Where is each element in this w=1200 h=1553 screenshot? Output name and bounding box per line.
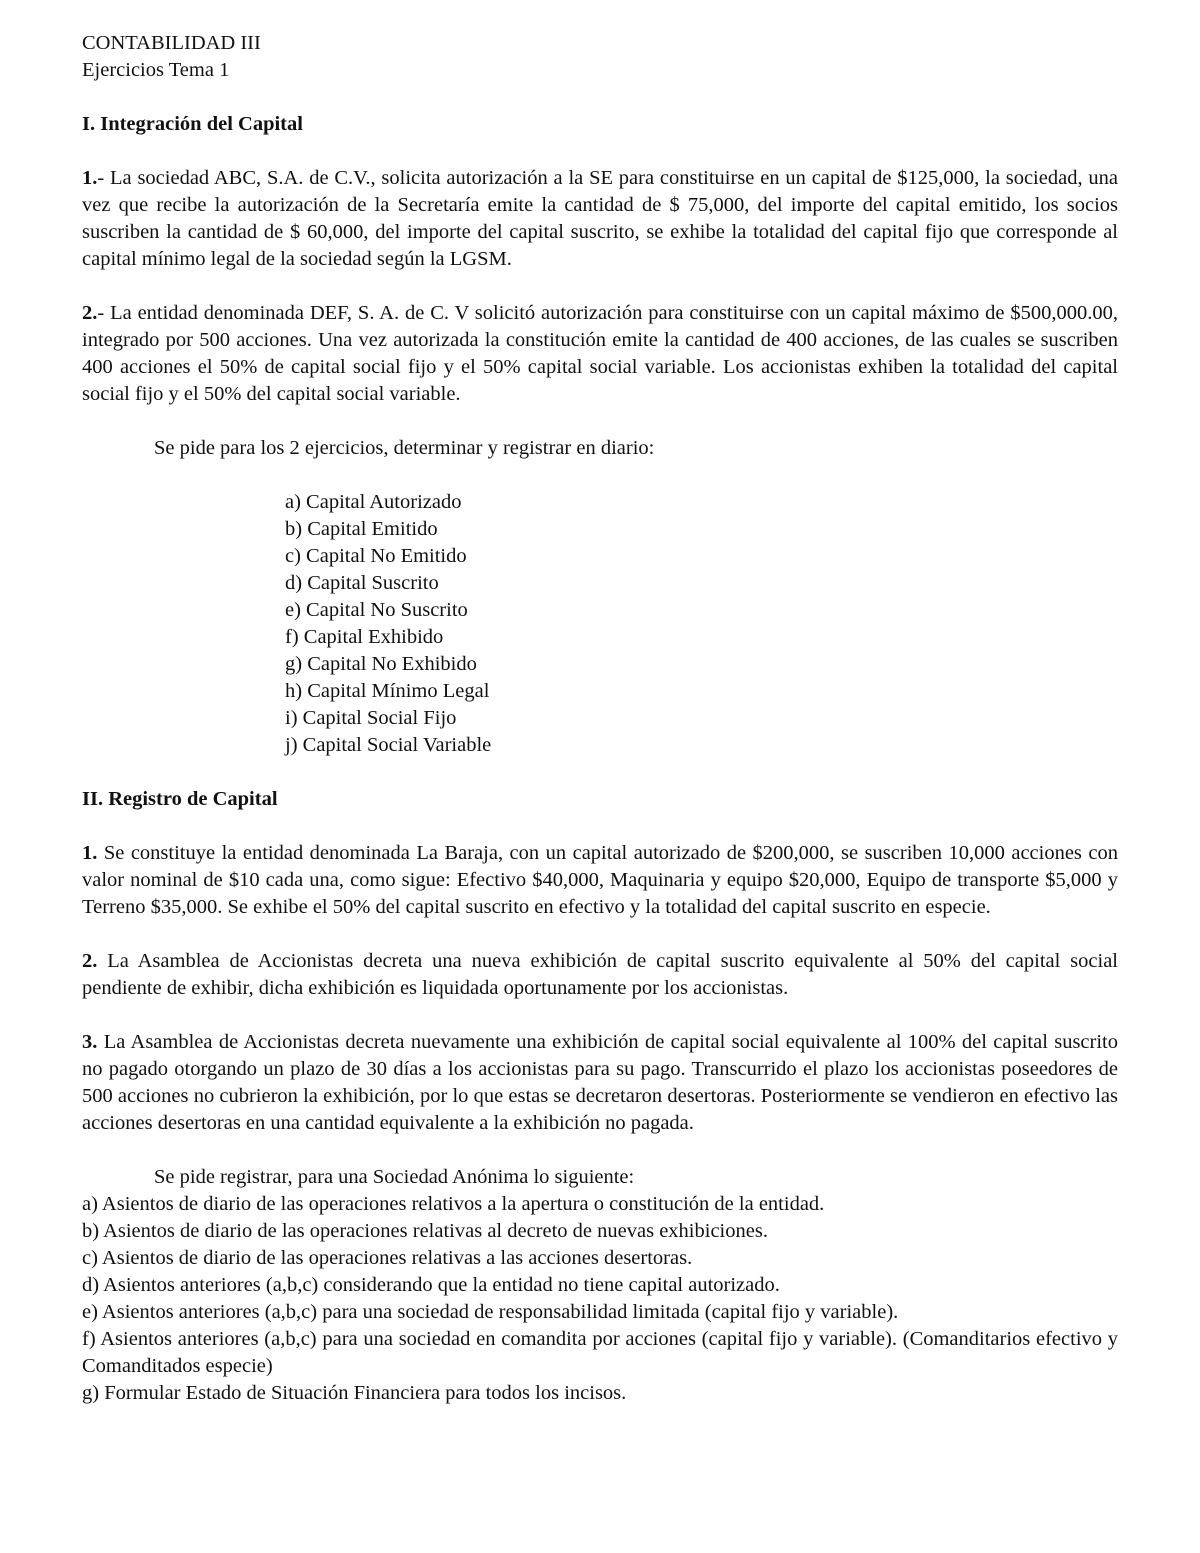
document-page — [82, 30, 1118, 1407]
spacer — [82, 921, 1118, 948]
list-item: c) Asientos de diario de las operaciones relativas a las acciones desertoras. — [82, 1247, 693, 1269]
list-item: h) Capital Mínimo Legal — [285, 680, 490, 702]
spacer — [82, 1137, 1118, 1164]
section-1-instruction: Se pide para los 2 ejercicios, determinar y registrar en diario: — [154, 437, 655, 459]
section-2-heading: II. Registro de Capital — [82, 788, 278, 810]
list-item: d) Capital Suscrito — [285, 572, 439, 594]
section-1-exercise-1 — [82, 165, 1118, 273]
spacer — [82, 408, 1118, 435]
tasks-list — [82, 1191, 1118, 1407]
exercise-text: La Asamblea de Accionistas decreta nuevamente una exhibición de capital social equivalente al 100% del capital suscrito no pagado otorgando un plazo de 30 días a los accionistas para su pago. Transcurrido el plazo los accionistas poseedores de 500 acciones no cubrieron la exhibición, por lo que estas se decretaron desertoras. Posteriormente se vendieron en efectivo las acciones desertoras en una cantidad equivalente a la exhibición no pagada. — [82, 1031, 1118, 1134]
list-item: f) Asientos anteriores (a,b,c) para una sociedad en comandita por acciones (capital fijo y variable). (Comanditarios efectivo y Comanditados especie) — [82, 1328, 1118, 1377]
spacer — [82, 462, 1118, 489]
list-item: f) Capital Exhibido — [285, 626, 444, 648]
list-item: i) Capital Social Fijo — [285, 707, 457, 729]
exercise-number: 2. — [82, 950, 98, 972]
exercise-number: 1. — [82, 167, 98, 189]
exercise-text: - La entidad denominada DEF, S. A. de C. V solicitó autorización para constituirse con un capital máximo de $500,000.00, integrado por 500 acciones. Una vez autorizada la constitución emite la cantidad de 400 acciones, de las cuales se suscriben 400 acciones el 50% de capital social fijo y el 50% capital social variable. Los accionistas exhiben la totalidad del capital social fijo y el 50% del capital social variable. — [82, 302, 1118, 405]
list-item: a) Asientos de diario de las operaciones relativos a la apertura o constitución de la entidad. — [82, 1193, 825, 1215]
section-2-exercise-1 — [82, 840, 1118, 921]
spacer — [82, 1002, 1118, 1029]
list-item: a) Capital Autorizado — [285, 491, 462, 513]
list-item: c) Capital No Emitido — [285, 545, 467, 567]
exercise-text: La Asamblea de Accionistas decreta una nueva exhibición de capital suscrito equivalente al 50% del capital social pendiente de exhibir, dicha exhibición es liquidada oportunamente por los accionistas. — [82, 950, 1118, 999]
spacer — [82, 759, 1118, 786]
exercise-number: 3. — [82, 1031, 98, 1053]
exercise-number: 2. — [82, 302, 98, 324]
spacer — [82, 813, 1118, 840]
capital-concepts-list — [82, 489, 1118, 759]
exercise-number: 1. — [82, 842, 98, 864]
course-title: CONTABILIDAD III — [82, 32, 261, 54]
exercise-text: - La sociedad ABC, S.A. de C.V., solicita autorización a la SE para constituirse en un capital de $125,000, la sociedad, una vez que recibe la autorización de la Secretaría emite la cantidad de $ 75,000, del importe del capital emitido, los socios suscriben la cantidad de $ 60,000, del importe del capital suscrito, se exhibe la totalidad del capital fijo que corresponde al capital mínimo legal de la sociedad según la LGSM. — [82, 167, 1118, 270]
section-1-exercise-2 — [82, 300, 1118, 408]
list-item: g) Capital No Exhibido — [285, 653, 477, 675]
document-subtitle: Ejercicios Tema 1 — [82, 59, 230, 81]
list-item: b) Asientos de diario de las operaciones relativas al decreto de nuevas exhibiciones. — [82, 1220, 768, 1242]
list-item: b) Capital Emitido — [285, 518, 438, 540]
section-1-heading: I. Integración del Capital — [82, 113, 303, 135]
section-2-instruction: Se pide registrar, para una Sociedad Anónima lo siguiente: — [154, 1166, 635, 1188]
spacer — [82, 138, 1118, 165]
list-item: g) Formular Estado de Situación Financiera para todos los incisos. — [82, 1382, 627, 1404]
list-item: j) Capital Social Variable — [285, 734, 492, 756]
section-2-exercise-3 — [82, 1029, 1118, 1137]
spacer — [82, 273, 1118, 300]
spacer — [82, 84, 1118, 111]
section-2-exercise-2 — [82, 948, 1118, 1002]
exercise-text: Se constituye la entidad denominada La Baraja, con un capital autorizado de $200,000, se suscriben 10,000 acciones con valor nominal de $10 cada una, como sigue: Efectivo $40,000, Maquinaria y equipo $20,000, Equipo de transporte $5,000 y Terreno $35,000. Se exhibe el 50% del capital suscrito en efectivo y la totalidad del capital suscrito en especie. — [82, 842, 1118, 918]
list-item: e) Capital No Suscrito — [285, 599, 468, 621]
list-item: d) Asientos anteriores (a,b,c) considerando que la entidad no tiene capital autorizado. — [82, 1274, 780, 1296]
list-item: e) Asientos anteriores (a,b,c) para una sociedad de responsabilidad limitada (capital fijo y variable). — [82, 1301, 899, 1323]
